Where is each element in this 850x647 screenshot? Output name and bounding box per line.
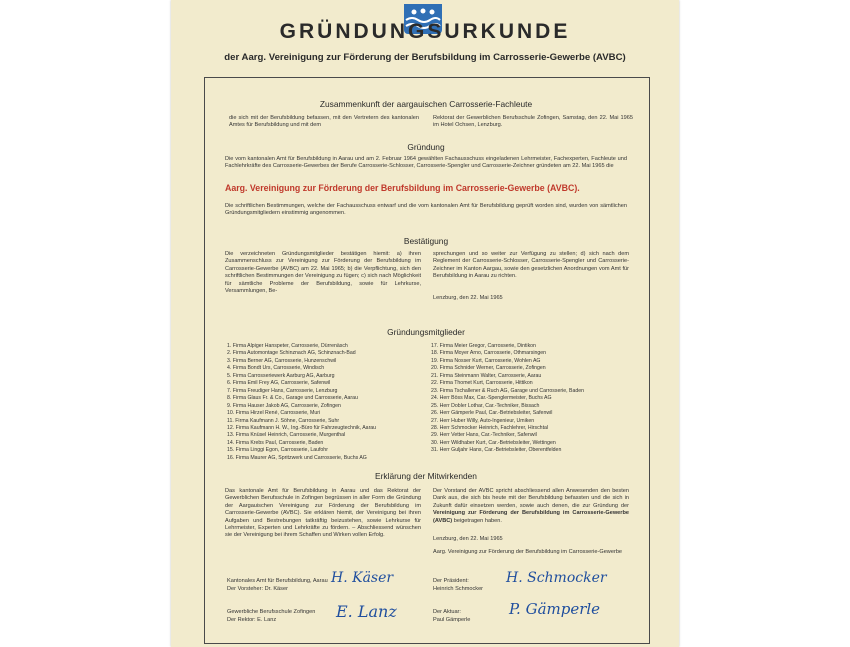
member-item: 6. Firma Emil Frey AG, Carrosserie, Safenwil xyxy=(227,380,331,387)
member-item: 4. Firma Bondt Urs, Carrosserie, Windisch xyxy=(227,365,325,372)
members-title: Gründungsmitglieder xyxy=(387,327,465,337)
members-list-right xyxy=(431,343,584,455)
confirmation-text-left: Die verzeichneten Gründungsmitglieder bestätigen hiemit: a) ihren Zusammenschluss zur Vereinigung zur Förderung der Berufsbildung im Carrosserie-Gewerbe (AVBC) am 22. Mai 1965; b) die Verpflichtung, sich den schriftlichen Bestimmungen der Vereinigung zu fügen; c) sich nach Möglichkeit für sämtliche Probleme der Berufsbildung, sowie für Lehrkurse, Versammlungen, Be- xyxy=(225,251,421,295)
declaration-place-date: Lenzburg, den 22. Mai 1965 xyxy=(433,536,503,542)
certificate-document xyxy=(171,0,679,647)
member-item: 2. Firma Automontage Schinznach AG, Schinznach-Bad xyxy=(227,350,356,357)
signer-2-org: Gewerbliche Berufsschule Zofingen xyxy=(227,609,316,615)
document-subtitle: der Aarg. Vereinigung zur Förderung der Berufsbildung im Carrosserie-Gewerbe (AVBC) xyxy=(224,52,626,63)
member-item: 31. Herr Guljahr Hans, Car.-Betriebsleiter, Oberentfelden xyxy=(431,447,562,454)
member-item: 25. Herr Dobler Lothar, Car.-Techniker, Bissach xyxy=(431,402,540,409)
member-item: 17. Firma Meier Gregor, Carrosserie, Dintikon xyxy=(431,343,536,349)
members-list-left xyxy=(227,343,376,462)
declaration-org: Aarg. Vereinigung zur Förderung der Berufsbildung im Carrosserie-Gewerbe xyxy=(433,549,623,555)
confirmation-place-date: Lenzburg, den 22. Mai 1965 xyxy=(433,295,503,301)
declaration-right-org: Vereinigung zur Förderung der Berufsbildung im Carrosserie-Gewerbe (AVBC) xyxy=(433,510,629,524)
confirmation-title: Bestätigung xyxy=(403,236,449,246)
declaration-text-right xyxy=(433,488,629,525)
declaration-right-end: beigetragen haben. xyxy=(453,517,502,524)
member-item: 3. Firma Berner AG, Carrosserie, Hunzenschwil xyxy=(227,357,337,364)
member-item: 23. Firma Tschallener & Ruch AG, Garage und Carrosserie, Baden xyxy=(431,387,585,394)
member-item: 22. Firma Thomet Kurt, Carrosserie, Hittikon xyxy=(431,380,533,387)
member-item: 13. Firma Knüsel Heinrich, Carrosserie, Murgenthal xyxy=(227,432,346,439)
document-title: GRÜNDUNGSURKUNDE xyxy=(279,20,571,43)
member-item: 27. Herr Huber Willy, Auto-Ingenieur, Umiken xyxy=(431,417,535,424)
member-item: 9. Firma Hauser Jakob AG, Carrosserie, Zofingen xyxy=(227,402,341,409)
signer-1-name: Der Vorsteher: Dr. Käser xyxy=(227,586,288,592)
signer-3-role: Der Präsident: xyxy=(433,578,469,584)
founding-title: Gründung xyxy=(407,142,445,152)
meeting-text-left: die sich mit der Berufsbildung befassen, mit den Vertretern des kantonalen Amtes für Berufsbildung und mit dem xyxy=(229,115,419,129)
signer-3-name: Heinrich Schmocker xyxy=(433,586,484,592)
signature-kaeser: H. Käser xyxy=(331,570,394,586)
member-item: 16. Firma Maurer AG, Spritzwerk und Carrosserie, Buchs AG xyxy=(227,454,367,461)
signature-lanz: E. Lanz xyxy=(336,602,397,621)
declaration-right-intro: Der Vorstand der AVBC spricht abschliessend allen Anwesenden den besten Dank aus, die sich bis heute mit der Berufsbildung befassten und die sich in Zukunft dafür einsetzen werden, sowie auch denen, die zur Gründung der xyxy=(433,488,629,509)
founding-text: Die vom kantonalen Amt für Berufsbildung in Aarau und am 2. Februar 1964 gewählten Fachausschuss eingeladenen Lehrmeister, Fachexperten, Fachleute und Fachlehrkräfte des Carrosserie-Gewerbes der Berufe Carrosserie-Schlosser, Carrosserie-Spengler und Carrosserie-Zeichner gründeten am 22. Mai 1965 die xyxy=(225,156,627,170)
meeting-text-right: Rektorat der Gewerblichen Berufsschule Zofingen, Samstag, den 22. Mai 1965 im Hotel Ochsen, Lenzburg. xyxy=(433,115,633,129)
organization-name: Aarg. Vereinigung zur Förderung der Berufsbildung im Carrosserie-Gewerbe (AVBC). xyxy=(225,183,580,193)
member-item: 21. Firma Steinmann Walter, Carrosserie, Aarau xyxy=(431,372,542,379)
member-item: 10. Firma Hirzel René, Carrosserie, Muri xyxy=(227,410,321,417)
member-item: 7. Firma Freudiger Hans, Carrosserie, Lenzburg xyxy=(227,387,338,394)
member-item: 11. Firma Kaufmann J. Söhne, Carrosserie, Suhr xyxy=(227,417,340,424)
member-item: 5. Firma Carrosseriewerk Aarburg AG, Aarburg xyxy=(227,372,335,379)
member-item: 14. Firma Krebs Paul, Carrosserie, Baden xyxy=(227,439,324,446)
member-item: 20. Firma Schnider Werner, Carrosserie, Zofingen xyxy=(431,365,546,372)
signature-schmocker: H. Schmocker xyxy=(506,570,607,586)
member-item: 30. Herr Wildhaber Kurt, Car.-Betriebsleiter, Wettingen xyxy=(431,439,556,446)
member-item: 29. Herr Vetter Hans, Car.-Techniker, Safenwil xyxy=(431,432,537,439)
signer-4-role: Der Aktuar: xyxy=(433,609,461,615)
member-item: 26. Herr Gämperle Paul, Car.-Betriebsleiter, Safenwil xyxy=(431,410,553,417)
declaration-title: Erklärung der Mitwirkenden xyxy=(375,471,477,481)
member-item: 8. Firma Glaus Fr. & Co., Garage und Carrosserie, Aarau xyxy=(227,395,358,402)
member-item: 19. Firma Nosser Kurt, Carrosserie, Wohlen AG xyxy=(431,357,541,364)
member-item: 15. Firma Linggi Egon, Carrosserie, Laufohr xyxy=(227,447,328,454)
meeting-title: Zusammenkunft der aargauischen Carrosserie-Fachleute xyxy=(319,99,533,109)
member-item: 28. Herr Schmocker Heinrich, Fachlehrer, Hirschtal xyxy=(431,424,549,431)
signature-gaemperle: P. Gämperle xyxy=(509,600,601,618)
member-item: 24. Herr Böss Max, Car.-Spenglermeister, Buchs AG xyxy=(431,395,552,402)
member-item: 18. Firma Moyer Arno, Carrosserie, Othmarsingen xyxy=(431,350,547,357)
founding-text-2: Die schriftlichen Bestimmungen, welche der Fachausschuss entwarf und die vom kantonalen Amt für Berufsbildung geprüft worden sind, wurden von sämtlichen Gründungsmitgliedern einstimmig angenommen. xyxy=(225,203,627,217)
confirmation-text-right: sprechungen und so weiter zur Verfügung zu stellen; d) sich nach dem Reglement der Carrosserie-Schlosser, Carrosserie-Spengler und Carrosserie-Zeichner im Kanton Aargau, sowie den gesetzlichen Anordnungen vom Amt für Berufsbildung in Aarau zu richten. xyxy=(433,251,629,280)
declaration-text-left: Das kantonale Amt für Berufsbildung in Aarau und das Rektorat der Gewerblichen Berufsschule in Zofingen begrüssen in aller Form die Gründung der Aargauischen Vereinigung zur Förderung der Berufsbildung im Carrosserie-Gewerbe (AVBC). Sie erklären hiemit, der Vereinigung bei ihren Aufgaben und Bestrebungen tatkräftig beizustehen, sowie Lehrkurse für Lehrmeister, Experten und Lehrkräfte zu fördern. – Abschliessend wünschen sie der Vereinigung bei ihrem Schaffen und Wirken vollen Erfolg. xyxy=(225,488,421,539)
member-item: 1. Firma Alpiger Hanspeter, Carrosserie, Dürrenäsch xyxy=(227,343,348,349)
signer-1-org: Kantonales Amt für Berufsbildung, Aarau xyxy=(227,578,328,584)
member-item: 12. Firma Kaufmann H. W., Ing.-Büro für Fahrzeugtechnik, Aarau xyxy=(227,424,377,431)
signer-2-name: Der Rektor: E. Lanz xyxy=(227,617,277,623)
signer-4-name: Paul Gämperle xyxy=(433,617,471,623)
